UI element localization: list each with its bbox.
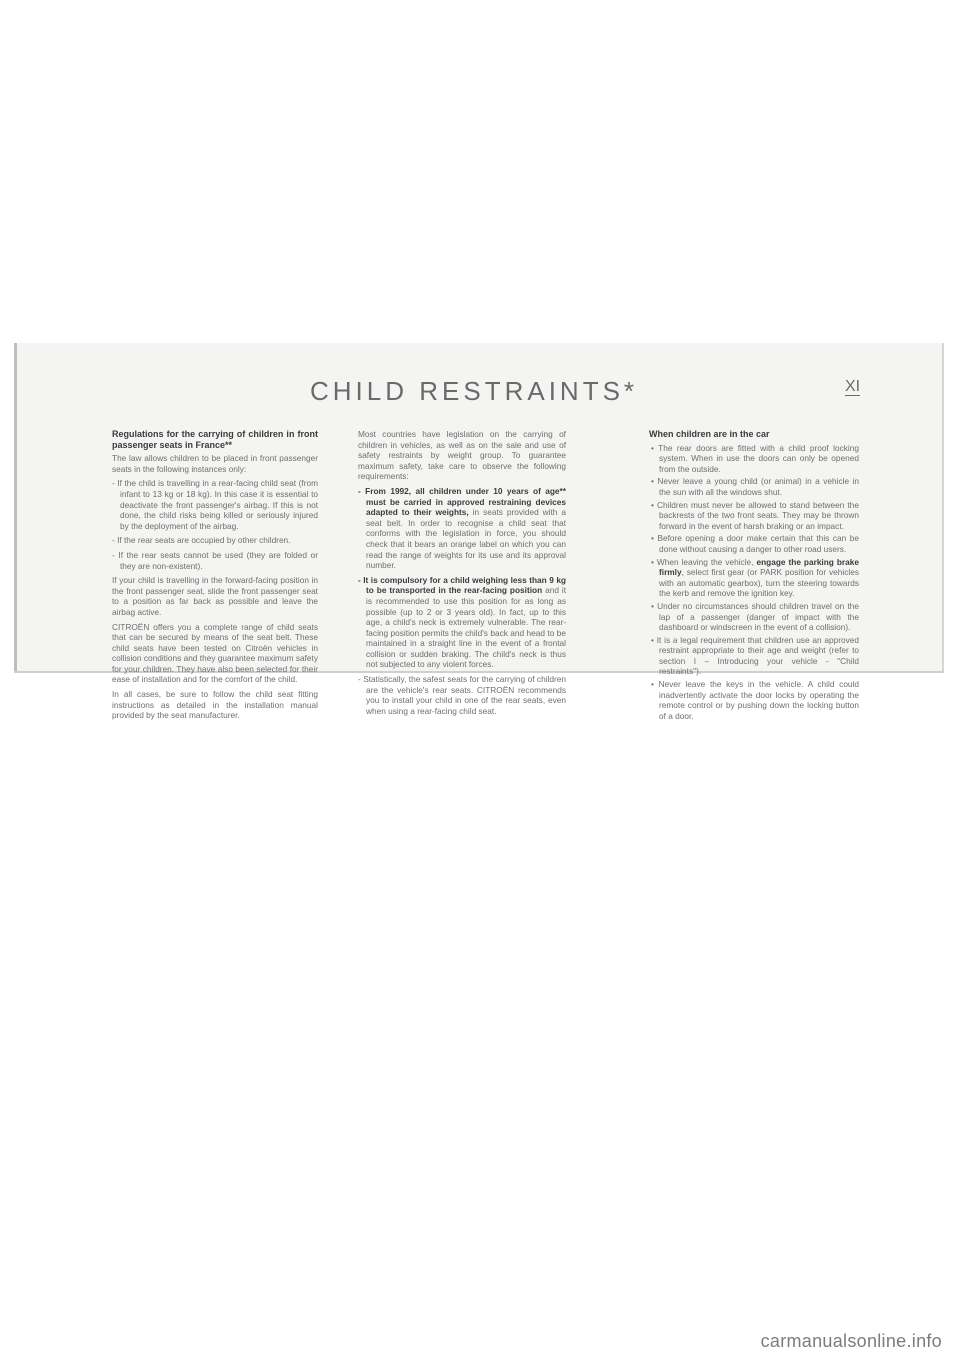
requirement-weight-devices-text: in seats provided with a seat belt. In order to recognise a child seat that conforms with the legislation in force, you should check that it bears an orange label on which you can read the range of weights for its use and its approval number. (366, 507, 566, 571)
citroen-range-paragraph: CITROËN offers you a complete range of child seats that can be secured by means of the seat belt. These child seats have been tested on Citroën vehicles in collision conditions and they guarantee maximum safety for your children. They have also been selected for their ease of installation and for the comfort of the child. (112, 621, 318, 685)
requirement-rear-seats-safest: - Statistically, the safest seats for the carrying of children are the vehicle's rear seats. CITROËN recommends you to install your child in one of the rear seats, even when using a rear-facing child seat. (358, 674, 566, 716)
children-in-car-heading: When children are in the car (649, 429, 770, 439)
bullet-sun: • Never leave a young child (or animal) in a vehicle in the sun with all the windows shut. (651, 476, 859, 497)
legislation-intro: Most countries have legislation on the carrying of children in vehicles, as well as on the sale and use of safety restraints by weight group. To guarantee maximum safety, take care to observe the following requirements: (358, 429, 566, 482)
bullet-leaving-vehicle-post: , select first gear (or PARK position for vehicles with an automatic gearbox), turn the steering towards the kerb and remove the ignition key. (659, 567, 859, 599)
column-legislation (358, 429, 566, 720)
requirement-weight-devices (358, 486, 566, 571)
bullet-leaving-vehicle (649, 557, 859, 599)
bullet-leaving-vehicle-pre: • When leaving the vehicle, (651, 556, 757, 567)
fitting-instructions-paragraph: In all cases, be sure to follow the child seat fitting instructions as detailed in the installation manual provided by the seat manufacturer. (112, 689, 318, 721)
requirement-weight-devices-bold: - From 1992, all children under 10 years of age** must be carried in approved restraining devices adapted to their weights, (358, 485, 566, 518)
requirement-rear-facing-text: and it is recommended to use this position for as long as possible (up to 2 or 3 years old). In fact, up to this age, a child's neck is extremely vulnerable. The rear-facing position permits the child's back and head to be maintained in a straight line in the event of a frontal collision or sudden braking. The child's neck is thus not subjected to any violent forces. (366, 585, 567, 670)
bullet-leaving-vehicle-bold: engage the parking brake firmly (659, 556, 860, 578)
requirement-rear-facing-bold: - It is compulsory for a child weighing less than 9 kg to be transported in the rear-facing position (358, 574, 566, 596)
chapter-number: XI (845, 378, 861, 395)
regulations-item-rear-facing: - If the child is travelling in a rear-facing child seat (from infant to 13 kg or 18 kg). In this case it is essential to deactivate the front passenger's airbag. If this is not done, the child risks being killed or seriously injured by the deployment of the airbag. (112, 478, 318, 531)
page-title: CHILD RESTRAINTS* (310, 376, 639, 406)
forward-facing-paragraph: If your child is travelling in the forward-facing position in the front passenger seat, slide the front passenger seat to a position as far back as possible and leave the airbag active. (112, 575, 318, 617)
bullet-child-lock: • The rear doors are fitted with a child proof locking system. When in use the doors can only be opened from the outside. (651, 442, 859, 474)
bullet-lap: • Under no circumstances should children travel on the lap of a passenger (danger of impact with the dashboard or windscreen in the event of a collision). (651, 600, 859, 633)
footer-watermark: carmanualsonline.info (760, 1331, 942, 1351)
column-regulations-france (112, 429, 318, 725)
bullet-backrests: • Children must never be allowed to stand between the backrests of the two front seats. They may be thrown forward in the event of harsh braking or an impact. (651, 499, 859, 531)
regulations-item-rear-occupied: - If the rear seats are occupied by other children. (112, 535, 291, 546)
regulations-intro: The law allows children to be placed in front passenger seats in the following instances only: (112, 453, 318, 474)
requirement-rear-facing (358, 575, 566, 670)
bullet-legal-requirement: • It is a legal requirement that children use an approved restraint appropriate to their age and weight (refer to section I – Introducing your vehicle - "Child restraints"). (651, 634, 859, 677)
column-children-in-car (649, 429, 859, 723)
regulations-item-rear-unusable: - If the rear seats cannot be used (they are folded or they are non-existent). (112, 549, 318, 571)
regulations-heading: Regulations for the carrying of children in front passenger seats in France** (112, 429, 318, 450)
manual-page (14, 343, 944, 721)
bullet-keys: • Never leave the keys in the vehicle. A child could inadvertently activate the door locks by operating the remote control or by pushing down the locking button of a door. (651, 679, 859, 721)
bullet-opening-door: • Before opening a door make certain that this can be done without causing a danger to other road users. (651, 533, 859, 554)
page-left-edge (14, 343, 17, 671)
page-right-edge (942, 343, 944, 671)
